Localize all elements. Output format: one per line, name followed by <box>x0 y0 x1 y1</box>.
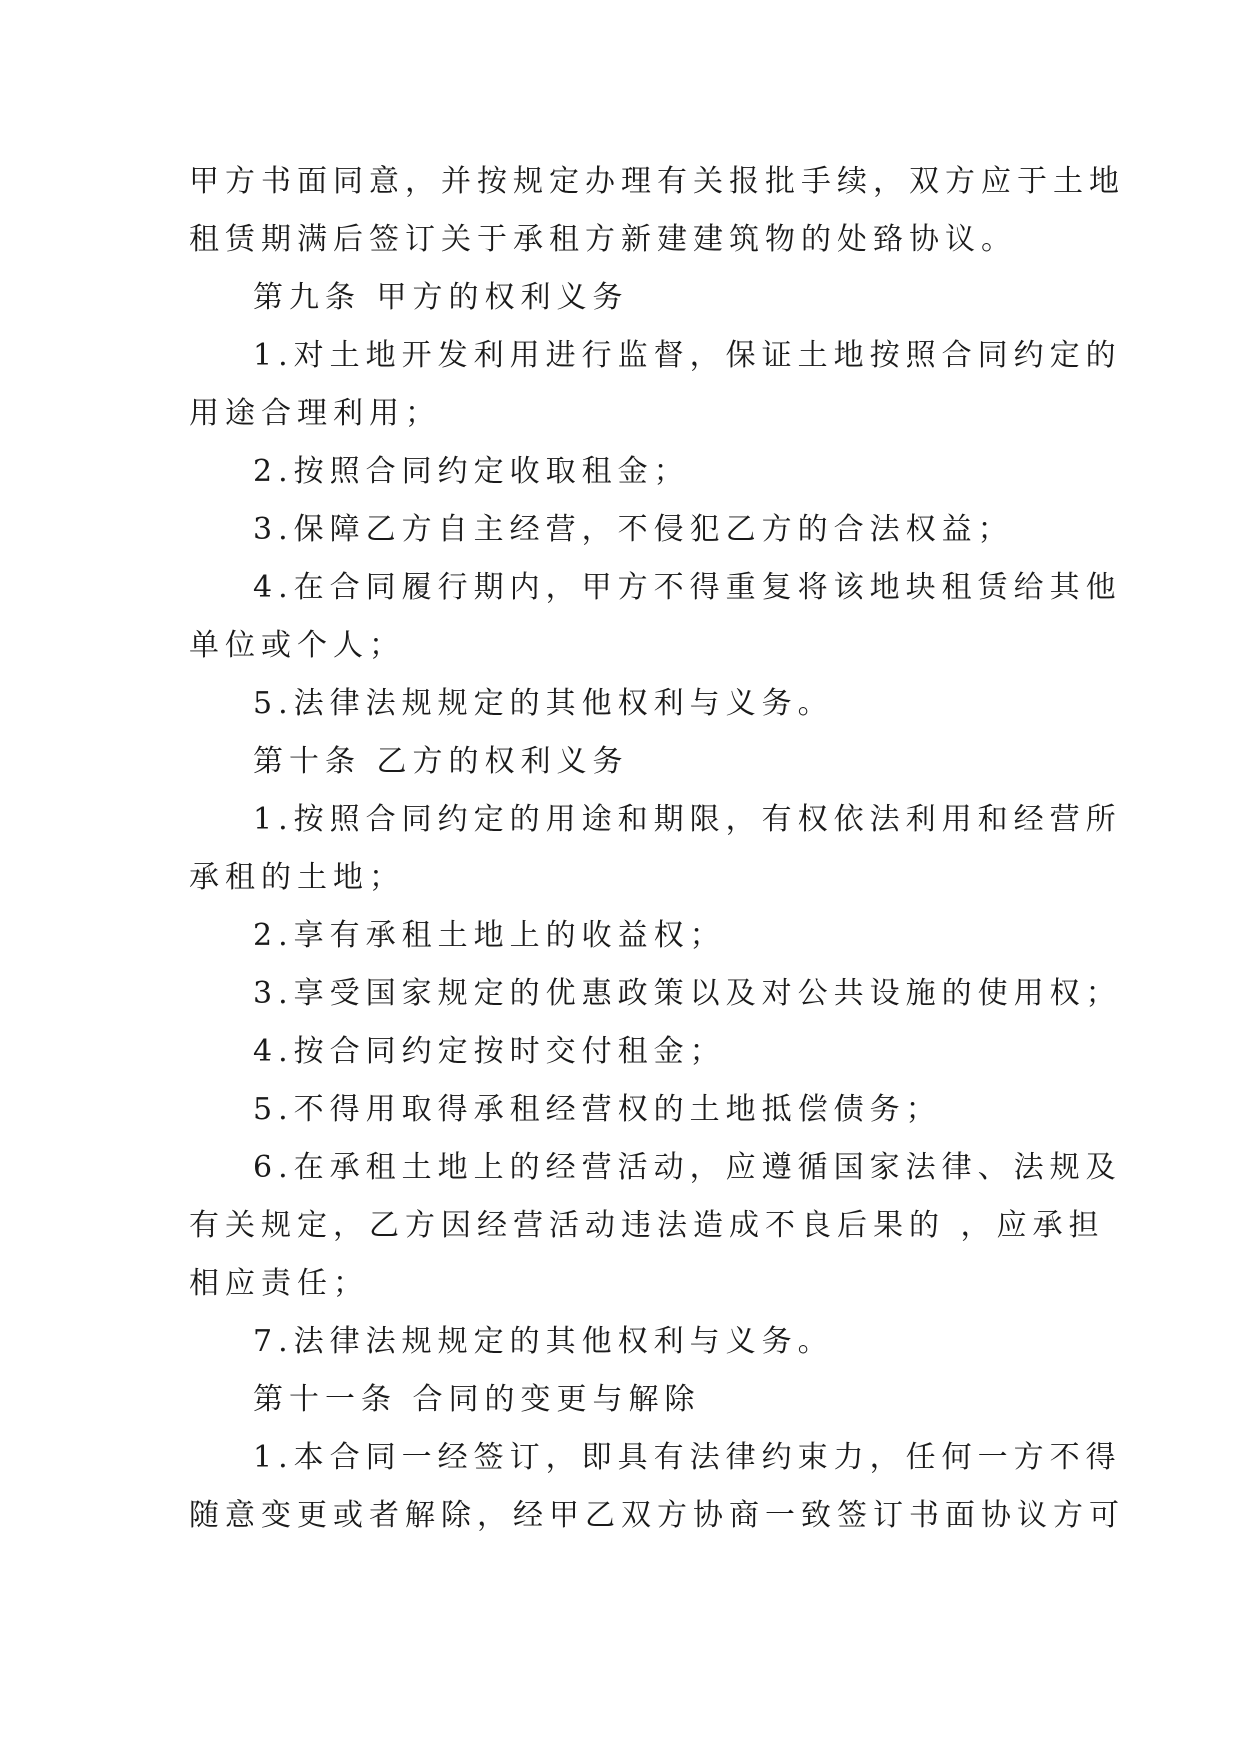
text-line: 用途合理利用； <box>189 396 441 431</box>
text-line: 相应责任； <box>189 1266 369 1301</box>
article-heading: 第十一条 合同的变更与解除 <box>253 1382 701 1417</box>
article-heading: 第九条 甲方的权利义务 <box>253 280 629 315</box>
text-line: 4.在合同履行期内，甲方不得重复将该地块租赁给其他 <box>253 570 1122 605</box>
article-heading: 第十条 乙方的权利义务 <box>253 744 629 779</box>
text-line: 承租的土地； <box>189 860 405 895</box>
document-body <box>189 153 1125 1545</box>
text-line: 2.享有承租土地上的收益权； <box>253 918 726 953</box>
text-line: 1.本合同一经签订，即具有法律约束力，任何一方不得 <box>253 1440 1122 1475</box>
text-line: 5.法律法规规定的其他权利与义务。 <box>253 686 834 721</box>
text-line: 甲方书面同意，并按规定办理有关报批手续，双方应于土地 <box>189 164 1125 199</box>
text-line: 单位或个人； <box>189 628 405 663</box>
text-line: 有关规定，乙方因经营活动违法造成不良后果的 ，应承担 <box>189 1208 1105 1243</box>
text-line: 1.按照合同约定的用途和期限，有权依法利用和经营所 <box>253 802 1122 837</box>
text-line: 2.按照合同约定收取租金； <box>253 454 690 489</box>
text-line: 1.对土地开发利用进行监督，保证土地按照合同约定的 <box>253 338 1122 373</box>
text-line: 随意变更或者解除，经甲乙双方协商一致签订书面协议方可 <box>189 1498 1125 1533</box>
text-line: 3.保障乙方自主经营，不侵犯乙方的合法权益； <box>253 512 1014 547</box>
text-line: 4.按合同约定按时交付租金； <box>253 1034 726 1069</box>
text-line: 7.法律法规规定的其他权利与义务。 <box>253 1324 834 1359</box>
text-line: 3.享受国家规定的优惠政策以及对公共设施的使用权； <box>253 976 1122 1011</box>
text-line: 租赁期满后签订关于承租方新建建筑物的处臵协议。 <box>189 222 1017 257</box>
text-line: 6.在承租土地上的经营活动，应遵循国家法律、法规及 <box>253 1150 1122 1185</box>
text-line: 5.不得用取得承租经营权的土地抵偿债务； <box>253 1092 942 1127</box>
